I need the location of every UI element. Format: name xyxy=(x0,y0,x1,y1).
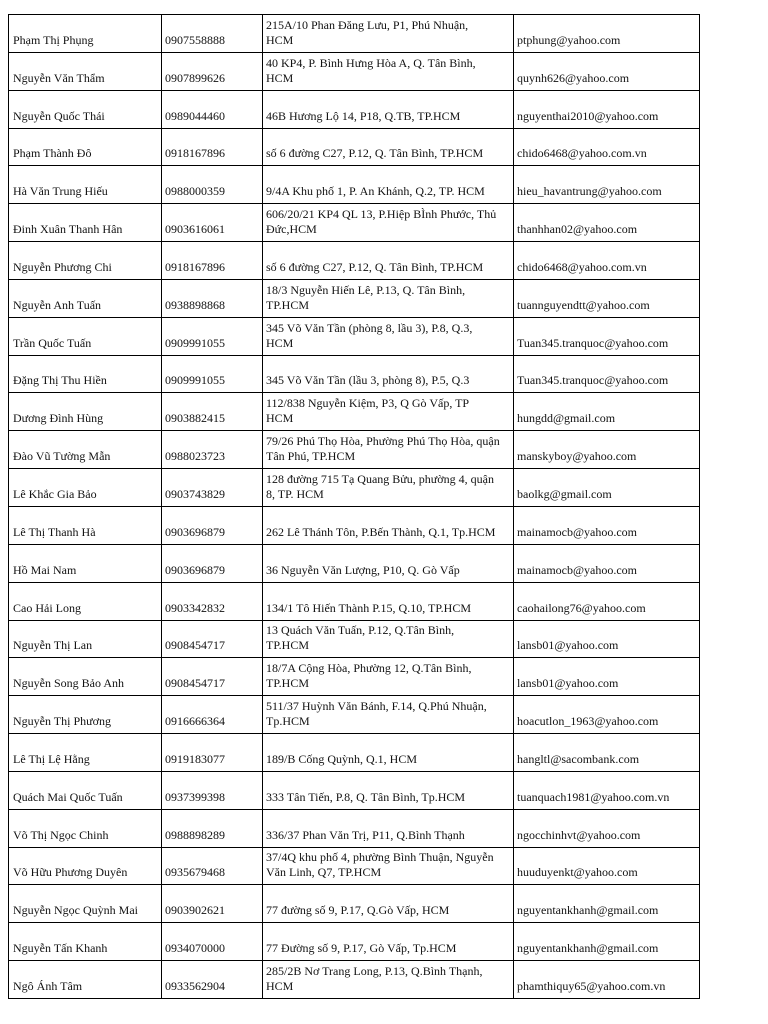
table-row xyxy=(9,52,700,90)
table-row xyxy=(9,15,700,53)
name-cell: Nguyễn Thị Lan xyxy=(9,620,162,658)
phone-cell: 0903743829 xyxy=(162,469,263,507)
address-cell: 215A/10 Phan Đăng Lưu, P1, Phú Nhuận, HCM xyxy=(263,15,514,53)
address-cell: 511/37 Huỳnh Văn Bánh, F.14, Q.Phú Nhuận, Tp.HCM xyxy=(263,696,514,734)
phone-cell: 0907558888 xyxy=(162,15,263,53)
table-row xyxy=(9,582,700,620)
address-cell: 112/838 Nguyễn Kiệm, P3, Q Gò Vấp, TP HCM xyxy=(263,393,514,431)
email-cell: phamthiquy65@yahoo.com.vn xyxy=(514,961,700,999)
address-cell: 333 Tân Tiến, P.8, Q. Tân Bình, Tp.HCM xyxy=(263,771,514,809)
email-cell: tuanquach1981@yahoo.com.vn xyxy=(514,771,700,809)
table-row xyxy=(9,279,700,317)
phone-cell: 0907899626 xyxy=(162,52,263,90)
address-cell: 37/4Q khu phố 4, phường Bình Thuận, Nguyễn Văn Linh, Q7, TP.HCM xyxy=(263,847,514,885)
email-cell: Tuan345.tranquoc@yahoo.com xyxy=(514,355,700,393)
table-row xyxy=(9,734,700,772)
name-cell: Trần Quốc Tuấn xyxy=(9,317,162,355)
phone-cell: 0988023723 xyxy=(162,431,263,469)
address-cell: 77 Đường số 9, P.17, Gò Vấp, Tp.HCM xyxy=(263,923,514,961)
phone-cell: 0903696879 xyxy=(162,506,263,544)
name-cell: Ngô Ánh Tâm xyxy=(9,961,162,999)
phone-cell: 0933562904 xyxy=(162,961,263,999)
table-row xyxy=(9,393,700,431)
phone-cell: 0918167896 xyxy=(162,128,263,166)
table-row xyxy=(9,923,700,961)
name-cell: Phạm Thị Phụng xyxy=(9,15,162,53)
phone-cell: 0909991055 xyxy=(162,355,263,393)
phone-cell: 0919183077 xyxy=(162,734,263,772)
email-cell: lansb01@yahoo.com xyxy=(514,620,700,658)
phone-cell: 0918167896 xyxy=(162,242,263,280)
email-cell: Tuan345.tranquoc@yahoo.com xyxy=(514,317,700,355)
name-cell: Võ Thị Ngọc Chinh xyxy=(9,809,162,847)
table-row xyxy=(9,317,700,355)
email-cell: nguyentankhanh@gmail.com xyxy=(514,885,700,923)
email-cell: baolkg@gmail.com xyxy=(514,469,700,507)
table-row xyxy=(9,431,700,469)
table-row xyxy=(9,204,700,242)
email-cell: hieu_havantrung@yahoo.com xyxy=(514,166,700,204)
table-row xyxy=(9,90,700,128)
phone-cell: 0937399398 xyxy=(162,771,263,809)
email-cell: lansb01@yahoo.com xyxy=(514,658,700,696)
table-row xyxy=(9,885,700,923)
phone-cell: 0908454717 xyxy=(162,658,263,696)
address-cell: 46B Hương Lộ 14, P18, Q.TB, TP.HCM xyxy=(263,90,514,128)
name-cell: Nguyễn Ngọc Quỳnh Mai xyxy=(9,885,162,923)
address-cell: 36 Nguyễn Văn Lượng, P10, Q. Gò Vấp xyxy=(263,544,514,582)
email-cell: tuannguyendtt@yahoo.com xyxy=(514,279,700,317)
name-cell: Nguyễn Quốc Thái xyxy=(9,90,162,128)
email-cell: mainamocb@yahoo.com xyxy=(514,506,700,544)
name-cell: Dương Đình Hùng xyxy=(9,393,162,431)
table-row xyxy=(9,809,700,847)
table-row xyxy=(9,242,700,280)
name-cell: Võ Hữu Phương Duyên xyxy=(9,847,162,885)
table-row xyxy=(9,355,700,393)
address-cell: 13 Quách Văn Tuấn, P.12, Q.Tân Bình, TP.HCM xyxy=(263,620,514,658)
contact-table xyxy=(8,14,700,999)
phone-cell: 0909991055 xyxy=(162,317,263,355)
phone-cell: 0934070000 xyxy=(162,923,263,961)
address-cell: 345 Võ Văn Tần (phòng 8, lầu 3), P.8, Q.3, HCM xyxy=(263,317,514,355)
phone-cell: 0989044460 xyxy=(162,90,263,128)
phone-cell: 0903616061 xyxy=(162,204,263,242)
phone-cell: 0903342832 xyxy=(162,582,263,620)
name-cell: Lê Thị Thanh Hà xyxy=(9,506,162,544)
name-cell: Hà Văn Trung Hiếu xyxy=(9,166,162,204)
name-cell: Đinh Xuân Thanh Hân xyxy=(9,204,162,242)
name-cell: Nguyễn Phương Chi xyxy=(9,242,162,280)
email-cell: thanhhan02@yahoo.com xyxy=(514,204,700,242)
email-cell: nguyentankhanh@gmail.com xyxy=(514,923,700,961)
email-cell: ptphung@yahoo.com xyxy=(514,15,700,53)
phone-cell: 0903882415 xyxy=(162,393,263,431)
address-cell: 77 đường số 9, P.17, Q.Gò Vấp, HCM xyxy=(263,885,514,923)
name-cell: Quách Mai Quốc Tuấn xyxy=(9,771,162,809)
address-cell: 128 đường 715 Tạ Quang Bửu, phường 4, quận 8, TP. HCM xyxy=(263,469,514,507)
name-cell: Lê Thị Lệ Hằng xyxy=(9,734,162,772)
name-cell: Hồ Mai Nam xyxy=(9,544,162,582)
phone-cell: 0988000359 xyxy=(162,166,263,204)
phone-cell: 0916666364 xyxy=(162,696,263,734)
email-cell: manskyboy@yahoo.com xyxy=(514,431,700,469)
address-cell: 336/37 Phan Văn Trị, P11, Q.Bình Thạnh xyxy=(263,809,514,847)
table-row xyxy=(9,128,700,166)
address-cell: 18/3 Nguyễn Hiến Lê, P.13, Q. Tân Bình, TP.HCM xyxy=(263,279,514,317)
phone-cell: 0903696879 xyxy=(162,544,263,582)
email-cell: ngocchinhvt@yahoo.com xyxy=(514,809,700,847)
address-cell: 262 Lê Thánh Tôn, P.Bến Thành, Q.1, Tp.HCM xyxy=(263,506,514,544)
email-cell: huuduyenkt@yahoo.com xyxy=(514,847,700,885)
address-cell: số 6 đường C27, P.12, Q. Tân Bình, TP.HCM xyxy=(263,128,514,166)
phone-cell: 0938898868 xyxy=(162,279,263,317)
address-cell: 79/26 Phú Thọ Hòa, Phường Phú Thọ Hòa, quận Tân Phú, TP.HCM xyxy=(263,431,514,469)
name-cell: Nguyễn Tấn Khanh xyxy=(9,923,162,961)
address-cell: số 6 đường C27, P.12, Q. Tân Bình, TP.HCM xyxy=(263,242,514,280)
email-cell: hangltl@sacombank.com xyxy=(514,734,700,772)
address-cell: 189/B Cống Quỳnh, Q.1, HCM xyxy=(263,734,514,772)
table-row xyxy=(9,506,700,544)
name-cell: Cao Hải Long xyxy=(9,582,162,620)
table-row xyxy=(9,771,700,809)
phone-cell: 0988898289 xyxy=(162,809,263,847)
name-cell: Đào Vũ Tường Mẫn xyxy=(9,431,162,469)
table-row xyxy=(9,166,700,204)
address-cell: 606/20/21 KP4 QL 13, P.Hiệp BÌnh Phước, Thủ Đức,HCM xyxy=(263,204,514,242)
table-row xyxy=(9,469,700,507)
address-cell: 345 Võ Văn Tần (lầu 3, phòng 8), P.5, Q.3 xyxy=(263,355,514,393)
table-row xyxy=(9,961,700,999)
name-cell: Nguyễn Song Bảo Anh xyxy=(9,658,162,696)
email-cell: chido6468@yahoo.com.vn xyxy=(514,242,700,280)
table-row xyxy=(9,544,700,582)
address-cell: 134/1 Tô Hiến Thành P.15, Q.10, TP.HCM xyxy=(263,582,514,620)
email-cell: chido6468@yahoo.com.vn xyxy=(514,128,700,166)
email-cell: caohailong76@yahoo.com xyxy=(514,582,700,620)
name-cell: Nguyễn Thị Phương xyxy=(9,696,162,734)
name-cell: Đặng Thị Thu Hiền xyxy=(9,355,162,393)
email-cell: hoacutlon_1963@yahoo.com xyxy=(514,696,700,734)
table-row xyxy=(9,620,700,658)
email-cell: nguyenthai2010@yahoo.com xyxy=(514,90,700,128)
table-row xyxy=(9,696,700,734)
table-row xyxy=(9,847,700,885)
table-row xyxy=(9,658,700,696)
phone-cell: 0903902621 xyxy=(162,885,263,923)
name-cell: Phạm Thành Đô xyxy=(9,128,162,166)
phone-cell: 0935679468 xyxy=(162,847,263,885)
email-cell: mainamocb@yahoo.com xyxy=(514,544,700,582)
phone-cell: 0908454717 xyxy=(162,620,263,658)
name-cell: Nguyễn Anh Tuấn xyxy=(9,279,162,317)
address-cell: 40 KP4, P. Bình Hưng Hòa A, Q. Tân Bình, HCM xyxy=(263,52,514,90)
address-cell: 18/7A Cộng Hòa, Phường 12, Q.Tân Bình, TP.HCM xyxy=(263,658,514,696)
name-cell: Nguyễn Văn Thẩm xyxy=(9,52,162,90)
email-cell: hungdd@gmail.com xyxy=(514,393,700,431)
address-cell: 9/4A Khu phố 1, P. An Khánh, Q.2, TP. HCM xyxy=(263,166,514,204)
name-cell: Lê Khắc Gia Bảo xyxy=(9,469,162,507)
email-cell: quynh626@yahoo.com xyxy=(514,52,700,90)
address-cell: 285/2B Nơ Trang Long, P.13, Q.Bình Thạnh, HCM xyxy=(263,961,514,999)
